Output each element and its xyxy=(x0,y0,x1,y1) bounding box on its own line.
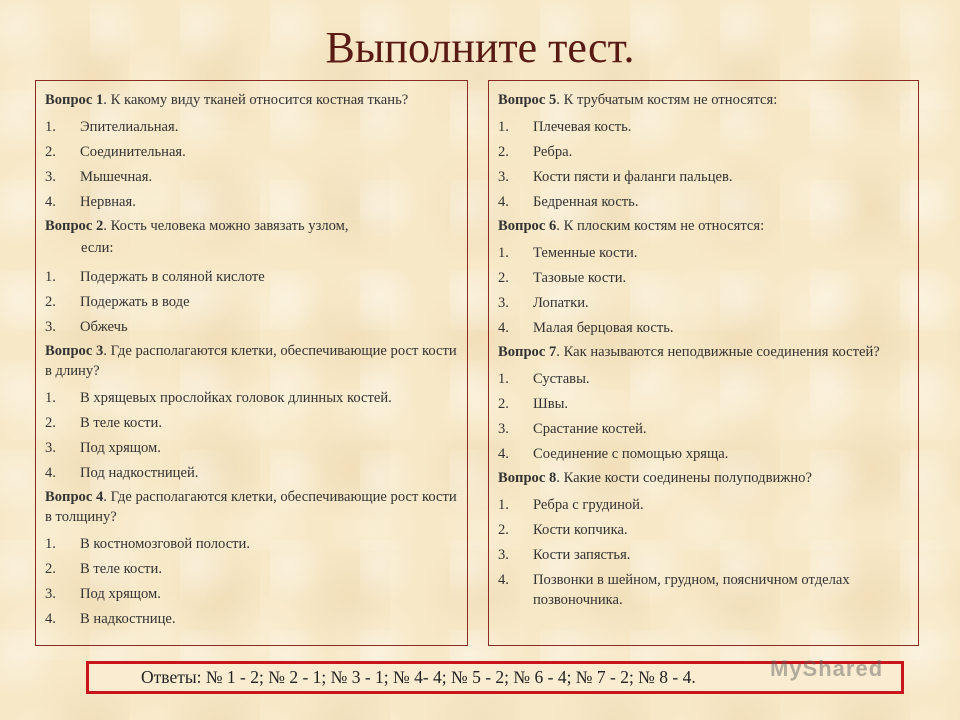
option-number: 1. xyxy=(45,536,56,552)
question-label: Вопрос 6 xyxy=(498,218,557,234)
option-text: Соединительная. xyxy=(80,144,186,160)
question-text: . К какому виду тканей относится костная ткань? xyxy=(103,92,409,108)
option-text: Плечевая кость. xyxy=(533,119,632,135)
option-text: Под хрящом. xyxy=(80,440,161,456)
question-label: Вопрос 1 xyxy=(45,92,104,108)
option-number: 1. xyxy=(498,119,509,135)
question-3 xyxy=(45,340,457,386)
option-number: 3. xyxy=(45,440,56,456)
option-number: 3. xyxy=(45,319,56,335)
option-number: 3. xyxy=(498,547,509,563)
list-item xyxy=(498,518,908,543)
option-text: Кости копчика. xyxy=(533,522,628,538)
list-item xyxy=(45,411,457,436)
option-number: 3. xyxy=(498,295,509,311)
question-text: . Какие кости соединены полуподвижно? xyxy=(556,470,812,486)
option-number: 4. xyxy=(498,194,509,210)
option-number: 4. xyxy=(45,611,56,627)
question-label: Вопрос 3 xyxy=(45,343,104,359)
list-item xyxy=(45,140,457,165)
option-text: Суставы. xyxy=(533,371,590,387)
option-text: В костномозговой полости. xyxy=(80,536,251,552)
options-list-q6 xyxy=(498,241,908,341)
option-number: 4. xyxy=(45,194,56,210)
option-number: 1. xyxy=(498,371,509,387)
option-number: 3. xyxy=(45,169,56,185)
option-text: Лопатки. xyxy=(533,295,589,311)
option-text: Подержать в соляной кислоте xyxy=(80,269,265,285)
list-item xyxy=(45,532,457,557)
list-item xyxy=(45,436,457,461)
option-text: Теменные кости. xyxy=(533,245,638,261)
option-text: Ребра. xyxy=(533,144,573,160)
question-7 xyxy=(498,341,908,367)
question-4 xyxy=(45,486,457,532)
option-text: Соединение с помощью хряща. xyxy=(533,446,729,462)
option-text: Обжечь xyxy=(80,319,128,335)
option-number: 3. xyxy=(45,586,56,602)
list-item xyxy=(498,493,908,518)
option-text: Тазовые кости. xyxy=(533,270,627,286)
list-item xyxy=(45,265,457,290)
option-number: 2. xyxy=(498,144,509,160)
option-text: Мышечная. xyxy=(80,169,153,185)
list-item xyxy=(498,266,908,291)
option-text: Бедренная кость. xyxy=(533,194,639,210)
question-label: Вопрос 5 xyxy=(498,92,557,108)
options-list-q5 xyxy=(498,115,908,215)
list-item xyxy=(498,543,908,568)
list-item xyxy=(45,386,457,411)
question-text: . Где располагаются клетки, обеспечивающие рост кости в толщину? xyxy=(45,489,457,525)
option-text: Кости запястья. xyxy=(533,547,631,563)
options-list-q4 xyxy=(45,532,457,632)
options-list-q7 xyxy=(498,367,908,467)
question-text: . К трубчатым костям не относятся: xyxy=(556,92,778,108)
list-item xyxy=(498,165,908,190)
option-text: Под хрящом. xyxy=(80,586,161,602)
list-item xyxy=(45,165,457,190)
list-item xyxy=(45,461,457,486)
list-item xyxy=(45,115,457,140)
option-text: Швы. xyxy=(533,396,569,412)
option-text: Позвонки в шейном, грудном, поясничном отделах позвоночника. xyxy=(533,572,850,608)
option-text: Эпителиальная. xyxy=(80,119,179,135)
question-text: . Как называются неподвижные соединения костей? xyxy=(556,344,880,360)
option-number: 4. xyxy=(498,320,509,336)
option-text: В теле кости. xyxy=(80,415,162,431)
option-number: 1. xyxy=(498,497,509,513)
question-2 xyxy=(45,215,457,265)
list-item xyxy=(45,557,457,582)
list-item xyxy=(45,190,457,215)
option-number: 2. xyxy=(498,522,509,538)
option-text: В надкостнице. xyxy=(80,611,176,627)
option-text: В хрящевых прослойках головок длинных костей. xyxy=(80,390,392,406)
option-text: Кости пясти и фаланги пальцев. xyxy=(533,169,733,185)
question-text-continued: если: xyxy=(81,240,114,256)
list-item xyxy=(45,290,457,315)
option-text: Ребра с грудиной. xyxy=(533,497,644,513)
option-number: 1. xyxy=(45,269,56,285)
question-label: Вопрос 7 xyxy=(498,344,557,360)
options-list-q8 xyxy=(498,493,908,613)
option-number: 2. xyxy=(45,415,56,431)
option-text: Под надкостницей. xyxy=(80,465,199,481)
slide-title: Выполните тест. xyxy=(325,23,635,72)
option-text: Нервная. xyxy=(80,194,136,210)
option-text: Малая берцовая кость. xyxy=(533,320,674,336)
option-number: 2. xyxy=(45,561,56,577)
list-item xyxy=(498,190,908,215)
list-item xyxy=(45,315,457,340)
question-label: Вопрос 4 xyxy=(45,489,104,505)
question-label: Вопрос 8 xyxy=(498,470,557,486)
options-list-q1 xyxy=(45,115,457,215)
option-number: 3. xyxy=(498,169,509,185)
option-number: 4. xyxy=(498,572,509,588)
option-number: 2. xyxy=(45,294,56,310)
list-item xyxy=(498,241,908,266)
list-item xyxy=(498,115,908,140)
list-item xyxy=(498,568,908,613)
option-number: 2. xyxy=(45,144,56,160)
list-item xyxy=(498,442,908,467)
questions-panel-left xyxy=(35,80,468,646)
option-number: 2. xyxy=(498,270,509,286)
question-5 xyxy=(498,89,908,115)
question-text: . Где располагаются клетки, обеспечивающие рост кости в длину? xyxy=(45,343,457,379)
list-item xyxy=(498,291,908,316)
option-number: 1. xyxy=(45,390,56,406)
option-number: 4. xyxy=(45,465,56,481)
option-number: 1. xyxy=(498,245,509,261)
question-text: . К плоским костям не относятся: xyxy=(556,218,765,234)
list-item xyxy=(498,316,908,341)
options-list-q3 xyxy=(45,386,457,486)
option-text: Срастание костей. xyxy=(533,421,647,437)
list-item xyxy=(45,582,457,607)
list-item xyxy=(498,417,908,442)
questions-panel-right xyxy=(488,80,919,646)
options-list-q2 xyxy=(45,265,457,340)
question-6 xyxy=(498,215,908,241)
option-number: 2. xyxy=(498,396,509,412)
option-text: Подержать в воде xyxy=(80,294,190,310)
option-number: 4. xyxy=(498,446,509,462)
list-item xyxy=(498,367,908,392)
answers-box: Ответы: № 1 - 2; № 2 - 1; № 3 - 1; № 4- 4; № 5 - 2; № 6 - 4; № 7 - 2; № 8 - 4. xyxy=(86,661,904,694)
question-text: . Кость человека можно завязать узлом, xyxy=(103,218,349,234)
question-8 xyxy=(498,467,908,493)
option-text: В теле кости. xyxy=(80,561,162,577)
option-number: 3. xyxy=(498,421,509,437)
list-item xyxy=(498,140,908,165)
question-label: Вопрос 2 xyxy=(45,218,104,234)
list-item xyxy=(45,607,457,632)
question-1 xyxy=(45,89,457,115)
watermark-logo: MyShared xyxy=(770,656,884,681)
list-item xyxy=(498,392,908,417)
option-number: 1. xyxy=(45,119,56,135)
